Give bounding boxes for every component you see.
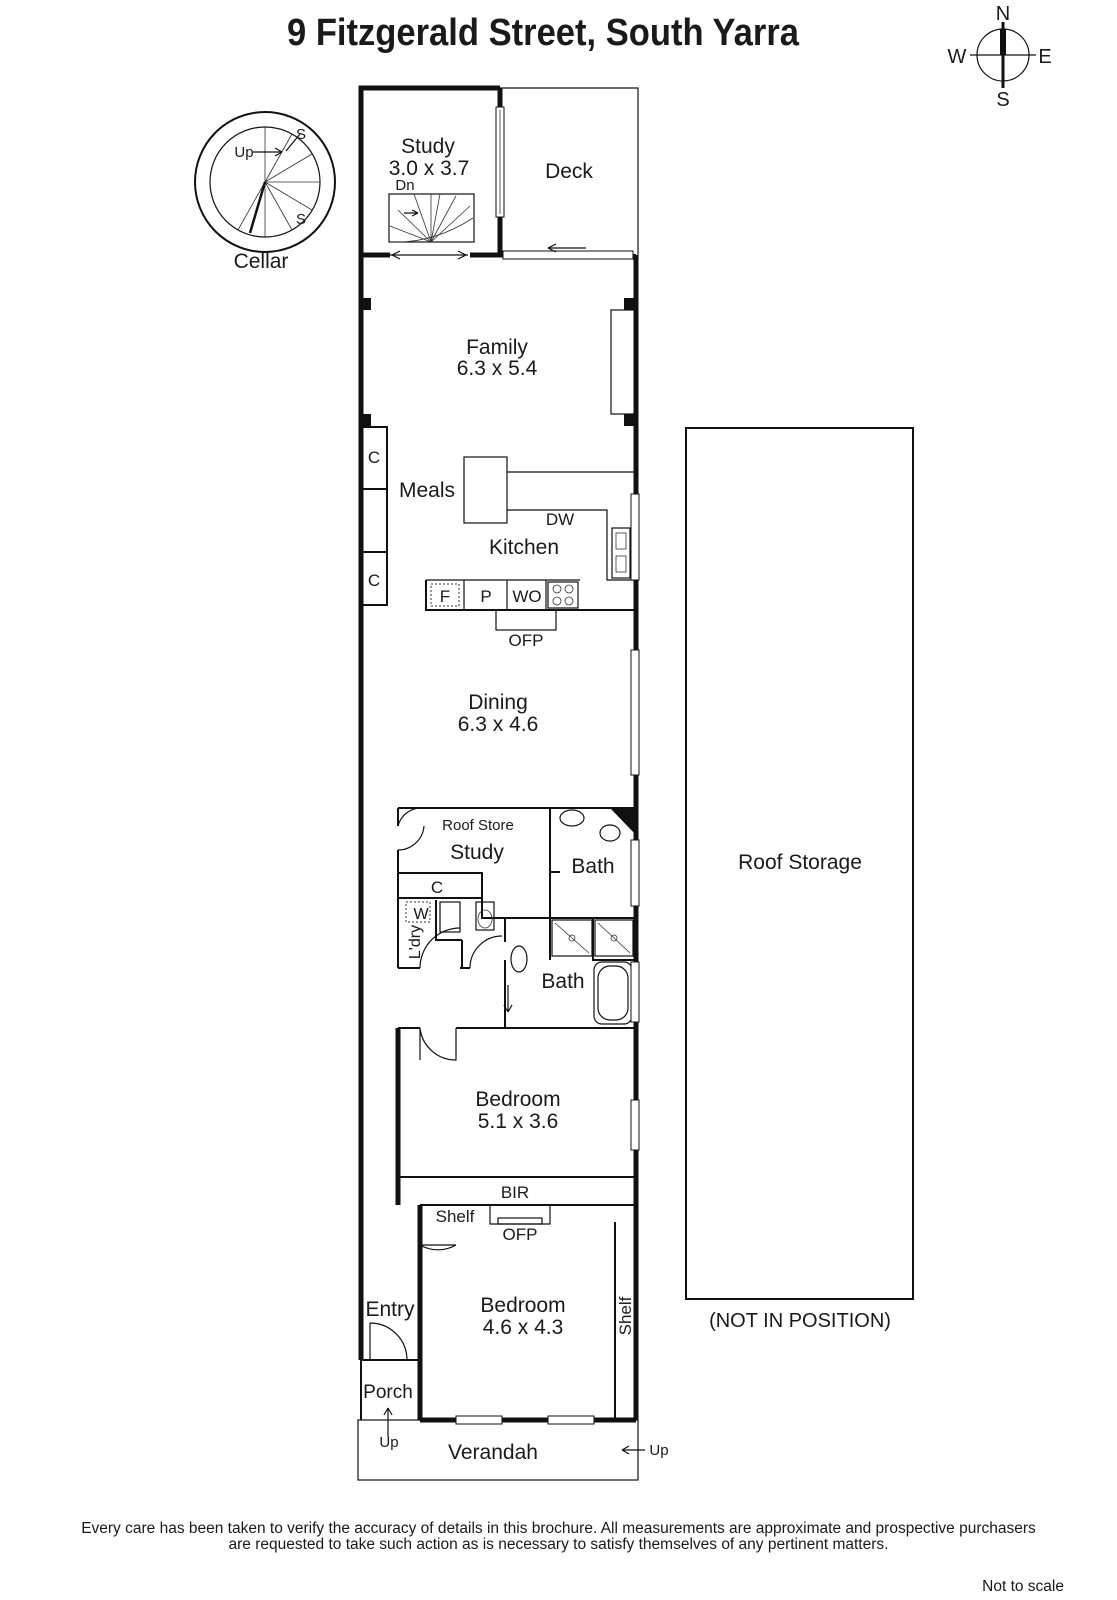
bedroom2-fireplace-label: OFP [502,1225,538,1244]
compass-n: N [995,3,1011,25]
roof-storage-name: Roof Storage [738,851,862,874]
meals-name: Meals [398,479,456,502]
compass-w: W [947,46,967,68]
cupboard-study-label: C [430,878,444,897]
study-upper-name: Study [401,135,455,158]
plan-title: 9 Fitzgerald Street, South Yarra [287,12,800,54]
rangehood-island [464,457,507,523]
porch-up: Up [379,1434,399,1451]
cupboard-c2: C [367,571,381,590]
disclaimer-line-1: Every care has been taken to verify the accuracy of details in this brochure. All measurements are approximate and prospective purchasers [81,1520,1036,1537]
bedroom2-dims: 4.6 x 4.3 [482,1316,564,1339]
study-stair-icon [389,194,474,242]
cellar-stair-icon [195,112,335,273]
room-labels [363,135,668,1464]
bedroom1-dims: 5.1 x 3.6 [477,1110,559,1133]
not-to-scale-label: Not to scale [982,1578,1064,1595]
shelf-top-label: Shelf [435,1207,475,1226]
compass-rose-icon [948,3,1052,111]
bedroom1-name: Bedroom [475,1088,561,1111]
laundry-name: L'dry [407,924,424,960]
cellar-label: Cellar [233,250,289,273]
verandah-name: Verandah [448,1441,538,1464]
compass-e: E [1038,46,1052,68]
dining-name: Dining [468,691,528,714]
dishwasher-label: DW [545,510,575,529]
roof-storage-note: (NOT IN POSITION) [709,1310,891,1332]
dining-dims: 6.3 x 4.6 [457,713,539,736]
cellar-s-bottom: S [295,211,307,228]
entry-name: Entry [365,1298,415,1321]
roof-store-label: Roof Store [442,817,514,834]
disclaimer-line-2: are requested to take such action as is necessary to satisfy themselves of any pertinent matters. [228,1536,889,1553]
shelf-side-label: Shelf [616,1296,635,1336]
cellar-up: Up [234,144,254,161]
wall-oven-label: WO [512,587,542,606]
compass-s: S [996,89,1010,111]
washer-label: W [413,906,429,923]
dining-fireplace-label: OFP [508,631,544,650]
deck-name: Deck [545,160,593,183]
verandah-up: Up [649,1442,669,1459]
cooktop-icon [548,582,578,608]
study-lower-name: Study [450,841,504,864]
bath-upper-name: Bath [571,855,615,878]
family-name: Family [466,336,528,359]
bath-lower-name: Bath [541,970,585,993]
fridge-label: F [439,587,451,606]
kitchen-name: Kitchen [488,536,560,559]
family-dims: 6.3 x 5.4 [456,357,538,380]
porch-name: Porch [363,1382,413,1403]
bedroom2-name: Bedroom [480,1294,566,1317]
cupboard-c1: C [367,448,381,467]
pantry-label: P [480,587,492,606]
study-upper-stair: Dn [395,177,415,194]
bir-label: BIR [500,1183,530,1202]
cellar-s-top: S [295,126,307,143]
study-upper-dims: 3.0 x 3.7 [388,157,470,180]
